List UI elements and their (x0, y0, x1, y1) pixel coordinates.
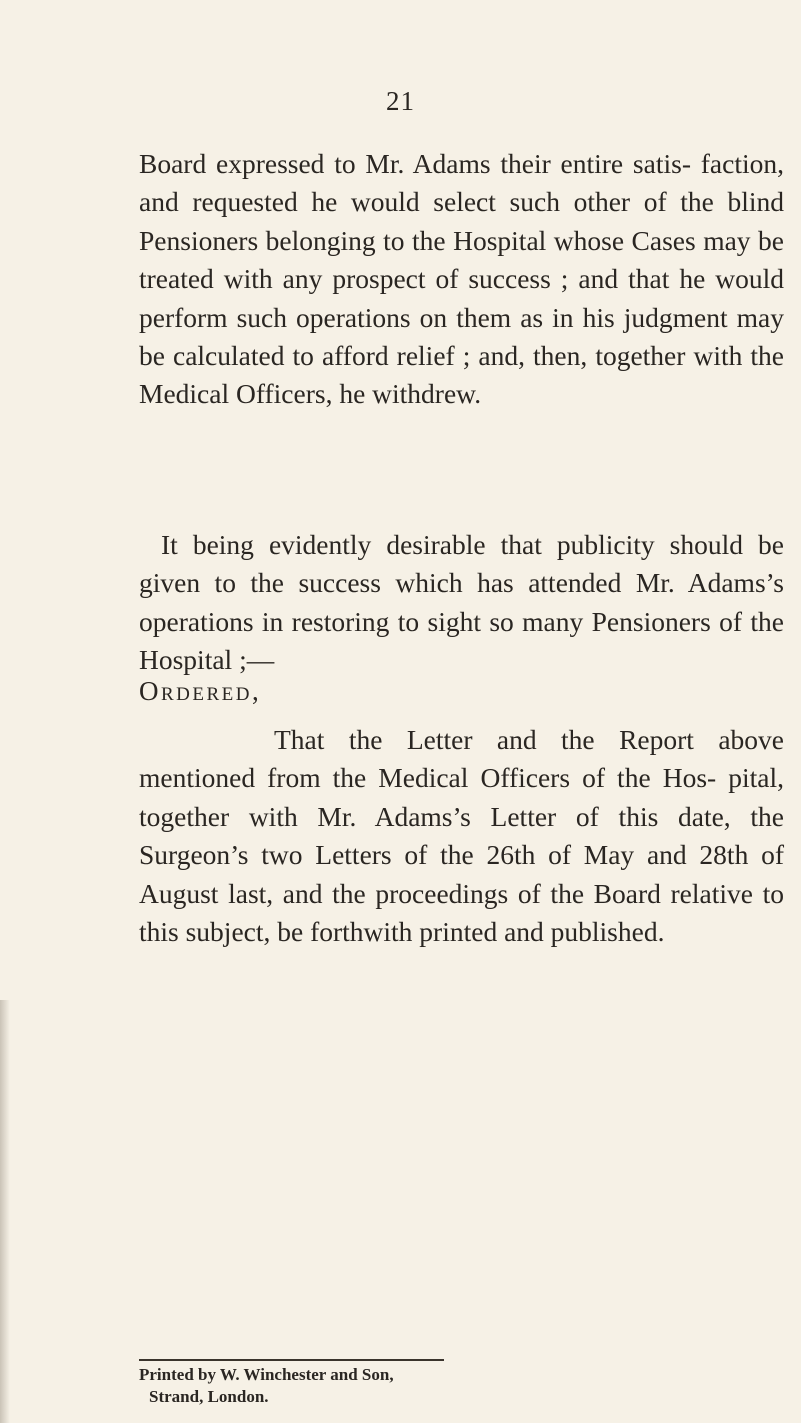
footer-rule (139, 1359, 444, 1361)
printer-imprint (139, 1364, 394, 1408)
paragraph-board-expressed: Board expressed to Mr. Adams their entire satis- faction, and requested he would select such other of the blind Pensioners belonging to the Hospital whose Cases may be treated with any prospect of success ; and that he would perform such operations on them as in his judgment may be calculated to afford relief ; and, then, together with the Medical Officers, he withdrew. (139, 148, 784, 410)
page-edge-shadow (0, 1000, 10, 1423)
paragraph-resolution: That the Letter and the Report above mentioned from the Medical Officers of the Hos- pital, together with Mr. Adams’s Letter of this date, the Surgeon’s two Letters of the 26th of May and 28th of August last, and the proceedings of the Board relative to this subject, be forthwith printed and published. (139, 724, 784, 948)
ordered-heading: Ordered, (139, 676, 262, 706)
imprint-line-address: Strand, London. (149, 1387, 269, 1406)
imprint-line-printer: Printed by W. Winchester and Son, (139, 1365, 394, 1384)
paragraph-publicity: It being evidently desirable that publicity should be given to the success which has attended Mr. Adams’s operations in restoring to sight so many Pensioners of the Hospital ;— (139, 529, 784, 676)
page-number: 21 (386, 86, 415, 116)
